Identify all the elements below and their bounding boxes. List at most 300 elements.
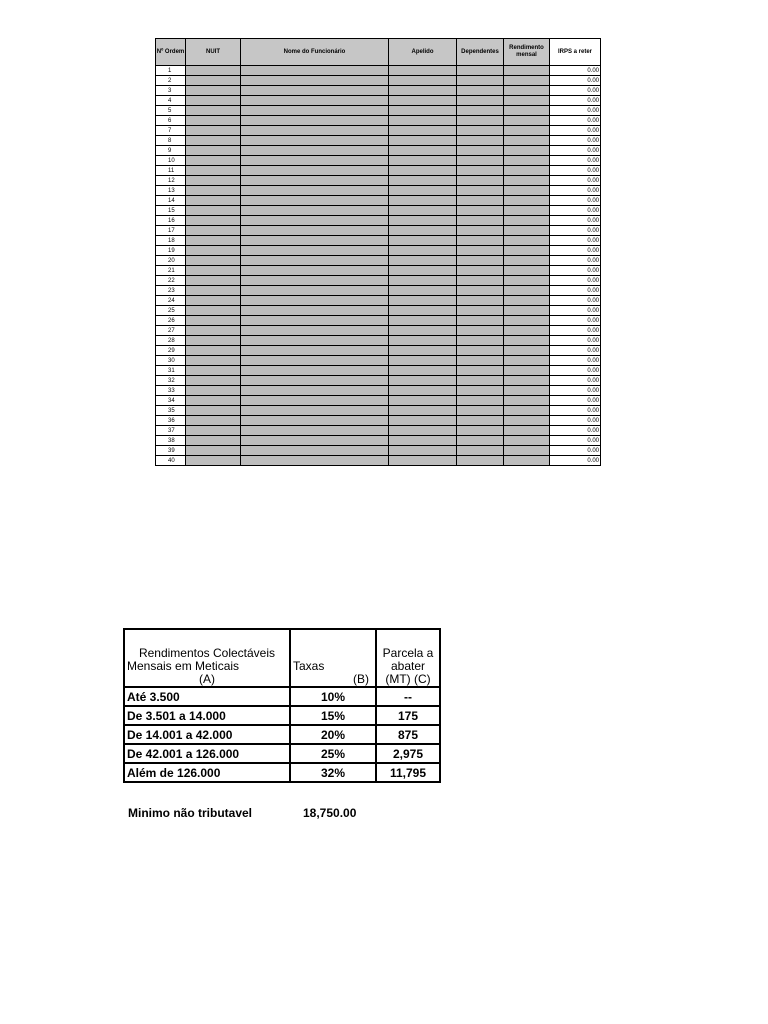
irps-cell: 0.00 [550, 256, 601, 266]
dependentes-cell[interactable] [457, 206, 504, 216]
dependentes-cell[interactable] [457, 396, 504, 406]
nuit-cell[interactable] [186, 176, 241, 186]
nome-cell[interactable] [241, 386, 389, 396]
employee-row [156, 316, 601, 326]
row-ordem: 24 [156, 296, 186, 306]
irps-cell: 0.00 [550, 316, 601, 326]
nome-cell[interactable] [241, 146, 389, 156]
irps-cell: 0.00 [550, 136, 601, 146]
dependentes-cell[interactable] [457, 326, 504, 336]
nuit-cell[interactable] [186, 376, 241, 386]
header-dependentes: Dependentes [457, 39, 504, 66]
apelido-cell[interactable] [389, 316, 457, 326]
dependentes-cell[interactable] [457, 216, 504, 226]
irps-cell: 0.00 [550, 376, 601, 386]
nome-cell[interactable] [241, 136, 389, 146]
nome-cell[interactable] [241, 196, 389, 206]
row-ordem: 12 [156, 176, 186, 186]
irps-cell: 0.00 [550, 346, 601, 356]
dependentes-cell[interactable] [457, 316, 504, 326]
apelido-cell[interactable] [389, 176, 457, 186]
nuit-cell[interactable] [186, 286, 241, 296]
nome-cell[interactable] [241, 316, 389, 326]
nome-cell[interactable] [241, 116, 389, 126]
employee-row [156, 236, 601, 246]
dependentes-cell[interactable] [457, 226, 504, 236]
dependentes-cell[interactable] [457, 306, 504, 316]
tax-row [124, 725, 440, 744]
header-parcela [376, 629, 440, 687]
rendimento-cell[interactable] [504, 416, 550, 426]
dependentes-cell[interactable] [457, 336, 504, 346]
dependentes-cell[interactable] [457, 116, 504, 126]
apelido-cell[interactable] [389, 76, 457, 86]
header-taxas-line1: Taxas [293, 659, 325, 673]
nuit-cell[interactable] [186, 426, 241, 436]
rendimento-cell[interactable] [504, 276, 550, 286]
nuit-cell[interactable] [186, 136, 241, 146]
apelido-cell[interactable] [389, 426, 457, 436]
employee-row [156, 406, 601, 416]
nuit-cell[interactable] [186, 186, 241, 196]
rendimento-cell[interactable] [504, 156, 550, 166]
nuit-cell[interactable] [186, 196, 241, 206]
employee-row [156, 386, 601, 396]
row-ordem: 1 [156, 66, 186, 76]
nuit-cell[interactable] [186, 146, 241, 156]
employee-row [156, 336, 601, 346]
employee-row [156, 376, 601, 386]
rendimento-cell[interactable] [504, 236, 550, 246]
tax-range: Além de 126.000 [124, 763, 290, 782]
nuit-cell[interactable] [186, 126, 241, 136]
dependentes-cell[interactable] [457, 126, 504, 136]
rendimento-cell[interactable] [504, 136, 550, 146]
apelido-cell[interactable] [389, 166, 457, 176]
employee-row [156, 326, 601, 336]
apelido-cell[interactable] [389, 396, 457, 406]
dependentes-cell[interactable] [457, 106, 504, 116]
irps-cell: 0.00 [550, 226, 601, 236]
employee-row [156, 96, 601, 106]
employee-row [156, 296, 601, 306]
employee-row [156, 66, 601, 76]
nome-cell[interactable] [241, 436, 389, 446]
header-apelido: Apelido [389, 39, 457, 66]
header-rendimentos [124, 629, 290, 687]
row-ordem: 40 [156, 456, 186, 466]
rendimento-cell[interactable] [504, 346, 550, 356]
tax-rate: 32% [290, 763, 376, 782]
nome-cell[interactable] [241, 256, 389, 266]
dependentes-cell[interactable] [457, 416, 504, 426]
nome-cell[interactable] [241, 236, 389, 246]
rendimento-cell[interactable] [504, 116, 550, 126]
tax-rate: 10% [290, 687, 376, 706]
header-ordem: Nº Ordem [156, 39, 186, 66]
dependentes-cell[interactable] [457, 96, 504, 106]
rendimento-cell[interactable] [504, 286, 550, 296]
apelido-cell[interactable] [389, 126, 457, 136]
irps-cell: 0.00 [550, 216, 601, 226]
irps-cell: 0.00 [550, 156, 601, 166]
dependentes-cell[interactable] [457, 376, 504, 386]
nome-cell[interactable] [241, 166, 389, 176]
nome-cell[interactable] [241, 346, 389, 356]
nome-cell[interactable] [241, 216, 389, 226]
nome-cell[interactable] [241, 206, 389, 216]
employee-row [156, 436, 601, 446]
nome-cell[interactable] [241, 426, 389, 436]
nuit-cell[interactable] [186, 216, 241, 226]
tax-row [124, 706, 440, 725]
employee-row [156, 356, 601, 366]
rendimento-cell[interactable] [504, 146, 550, 156]
row-ordem: 15 [156, 206, 186, 216]
dependentes-cell[interactable] [457, 406, 504, 416]
rendimento-cell[interactable] [504, 396, 550, 406]
row-ordem: 25 [156, 306, 186, 316]
dependentes-cell[interactable] [457, 276, 504, 286]
tax-range: Até 3.500 [124, 687, 290, 706]
employee-row [156, 366, 601, 376]
apelido-cell[interactable] [389, 326, 457, 336]
employee-row [156, 156, 601, 166]
rendimento-cell[interactable] [504, 376, 550, 386]
rendimento-cell[interactable] [504, 96, 550, 106]
rendimento-cell[interactable] [504, 76, 550, 86]
nome-cell[interactable] [241, 336, 389, 346]
nome-cell[interactable] [241, 96, 389, 106]
nuit-cell[interactable] [186, 386, 241, 396]
nome-cell[interactable] [241, 266, 389, 276]
nuit-cell[interactable] [186, 276, 241, 286]
nuit-cell[interactable] [186, 316, 241, 326]
tax-parcela: 175 [376, 706, 440, 725]
header-parcela-line2: abater [390, 659, 426, 673]
row-ordem: 8 [156, 136, 186, 146]
apelido-cell[interactable] [389, 96, 457, 106]
apelido-cell[interactable] [389, 406, 457, 416]
nome-cell[interactable] [241, 106, 389, 116]
dependentes-cell[interactable] [457, 176, 504, 186]
row-ordem: 29 [156, 346, 186, 356]
rendimento-cell[interactable] [504, 316, 550, 326]
header-parcela-line3: (MT) (C) [385, 672, 431, 686]
rendimento-cell[interactable] [504, 66, 550, 76]
irps-cell: 0.00 [550, 276, 601, 286]
dependentes-cell[interactable] [457, 286, 504, 296]
nome-cell[interactable] [241, 306, 389, 316]
dependentes-cell[interactable] [457, 86, 504, 96]
row-ordem: 39 [156, 446, 186, 456]
employee-row [156, 446, 601, 456]
irps-cell: 0.00 [550, 246, 601, 256]
employee-row [156, 226, 601, 236]
nome-cell[interactable] [241, 366, 389, 376]
nuit-cell[interactable] [186, 416, 241, 426]
dependentes-cell[interactable] [457, 296, 504, 306]
nuit-cell[interactable] [186, 66, 241, 76]
row-ordem: 31 [156, 366, 186, 376]
nuit-cell[interactable] [186, 336, 241, 346]
nuit-cell[interactable] [186, 446, 241, 456]
dependentes-cell[interactable] [457, 76, 504, 86]
dependentes-cell[interactable] [457, 146, 504, 156]
nome-cell[interactable] [241, 76, 389, 86]
employee-row [156, 176, 601, 186]
apelido-cell[interactable] [389, 246, 457, 256]
apelido-cell[interactable] [389, 356, 457, 366]
nuit-cell[interactable] [186, 346, 241, 356]
apelido-cell[interactable] [389, 136, 457, 146]
nome-cell[interactable] [241, 446, 389, 456]
nome-cell[interactable] [241, 226, 389, 236]
dependentes-cell[interactable] [457, 436, 504, 446]
tax-table-body [124, 687, 440, 782]
nuit-cell[interactable] [186, 206, 241, 216]
dependentes-cell[interactable] [457, 186, 504, 196]
rendimento-cell[interactable] [504, 186, 550, 196]
rendimento-cell[interactable] [504, 446, 550, 456]
rendimento-cell[interactable] [504, 456, 550, 466]
irps-cell: 0.00 [550, 306, 601, 316]
apelido-cell[interactable] [389, 206, 457, 216]
row-ordem: 22 [156, 276, 186, 286]
tax-range: De 42.001 a 126.000 [124, 744, 290, 763]
nuit-cell[interactable] [186, 256, 241, 266]
rendimento-cell[interactable] [504, 356, 550, 366]
nuit-cell[interactable] [186, 106, 241, 116]
dependentes-cell[interactable] [457, 356, 504, 366]
row-ordem: 2 [156, 76, 186, 86]
nuit-cell[interactable] [186, 366, 241, 376]
nome-cell[interactable] [241, 126, 389, 136]
nome-cell[interactable] [241, 326, 389, 336]
dependentes-cell[interactable] [457, 456, 504, 466]
apelido-cell[interactable] [389, 236, 457, 246]
employee-row [156, 216, 601, 226]
apelido-cell[interactable] [389, 386, 457, 396]
header-rendimentos-line1: Rendimentos Colectáveis [138, 646, 276, 660]
apelido-cell[interactable] [389, 276, 457, 286]
rendimento-cell[interactable] [504, 226, 550, 236]
nome-cell[interactable] [241, 406, 389, 416]
nuit-cell[interactable] [186, 296, 241, 306]
rendimento-cell[interactable] [504, 326, 550, 336]
minimo-label: Minimo não tributavel [128, 806, 253, 820]
dependentes-cell[interactable] [457, 66, 504, 76]
employee-row [156, 256, 601, 266]
header-taxas-line2: (B) [353, 672, 369, 686]
rendimento-cell[interactable] [504, 306, 550, 316]
apelido-cell[interactable] [389, 106, 457, 116]
irps-cell: 0.00 [550, 206, 601, 216]
rendimento-cell[interactable] [504, 426, 550, 436]
irps-cell: 0.00 [550, 76, 601, 86]
row-ordem: 18 [156, 236, 186, 246]
nome-cell[interactable] [241, 246, 389, 256]
apelido-cell[interactable] [389, 416, 457, 426]
nome-cell[interactable] [241, 86, 389, 96]
dependentes-cell[interactable] [457, 166, 504, 176]
row-ordem: 34 [156, 396, 186, 406]
row-ordem: 9 [156, 146, 186, 156]
irps-cell: 0.00 [550, 86, 601, 96]
irps-cell: 0.00 [550, 146, 601, 156]
row-ordem: 11 [156, 166, 186, 176]
rendimento-cell[interactable] [504, 86, 550, 96]
irps-cell: 0.00 [550, 396, 601, 406]
rendimento-cell[interactable] [504, 296, 550, 306]
apelido-cell[interactable] [389, 376, 457, 386]
tax-rate: 20% [290, 725, 376, 744]
apelido-cell[interactable] [389, 86, 457, 96]
tax-table-header [124, 629, 440, 687]
apelido-cell[interactable] [389, 306, 457, 316]
row-ordem: 36 [156, 416, 186, 426]
nome-cell[interactable] [241, 286, 389, 296]
apelido-cell[interactable] [389, 296, 457, 306]
rendimento-cell[interactable] [504, 266, 550, 276]
rendimento-cell[interactable] [504, 336, 550, 346]
dependentes-cell[interactable] [457, 236, 504, 246]
header-rendimento: Rendimento mensal [504, 39, 550, 66]
apelido-cell[interactable] [389, 456, 457, 466]
nome-cell[interactable] [241, 456, 389, 466]
apelido-cell[interactable] [389, 366, 457, 376]
nome-cell[interactable] [241, 396, 389, 406]
tax-row [124, 744, 440, 763]
rendimento-cell[interactable] [504, 256, 550, 266]
row-ordem: 35 [156, 406, 186, 416]
irps-cell: 0.00 [550, 356, 601, 366]
employee-row [156, 456, 601, 466]
rendimento-cell[interactable] [504, 196, 550, 206]
nuit-cell[interactable] [186, 406, 241, 416]
dependentes-cell[interactable] [457, 136, 504, 146]
apelido-cell[interactable] [389, 186, 457, 196]
rendimento-cell[interactable] [504, 246, 550, 256]
apelido-cell[interactable] [389, 216, 457, 226]
dependentes-cell[interactable] [457, 246, 504, 256]
tax-range: De 3.501 a 14.000 [124, 706, 290, 725]
nuit-cell[interactable] [186, 86, 241, 96]
employee-row [156, 246, 601, 256]
minimo-value: 18,750.00 [303, 806, 357, 820]
apelido-cell[interactable] [389, 286, 457, 296]
nuit-cell[interactable] [186, 156, 241, 166]
rendimento-cell[interactable] [504, 106, 550, 116]
nuit-cell[interactable] [186, 236, 241, 246]
irps-cell: 0.00 [550, 96, 601, 106]
nuit-cell[interactable] [186, 306, 241, 316]
dependentes-cell[interactable] [457, 156, 504, 166]
rendimento-cell[interactable] [504, 206, 550, 216]
dependentes-cell[interactable] [457, 266, 504, 276]
nome-cell[interactable] [241, 66, 389, 76]
dependentes-cell[interactable] [457, 386, 504, 396]
row-ordem: 20 [156, 256, 186, 266]
nuit-cell[interactable] [186, 266, 241, 276]
apelido-cell[interactable] [389, 256, 457, 266]
row-ordem: 28 [156, 336, 186, 346]
row-ordem: 26 [156, 316, 186, 326]
dependentes-cell[interactable] [457, 366, 504, 376]
nuit-cell[interactable] [186, 96, 241, 106]
nuit-cell[interactable] [186, 226, 241, 236]
rendimento-cell[interactable] [504, 406, 550, 416]
nome-cell[interactable] [241, 356, 389, 366]
apelido-cell[interactable] [389, 346, 457, 356]
tax-parcela: 875 [376, 725, 440, 744]
nome-cell[interactable] [241, 156, 389, 166]
nuit-cell[interactable] [186, 436, 241, 446]
apelido-cell[interactable] [389, 436, 457, 446]
apelido-cell[interactable] [389, 156, 457, 166]
nome-cell[interactable] [241, 296, 389, 306]
row-ordem: 5 [156, 106, 186, 116]
apelido-cell[interactable] [389, 146, 457, 156]
nome-cell[interactable] [241, 276, 389, 286]
nome-cell[interactable] [241, 176, 389, 186]
rendimento-cell[interactable] [504, 436, 550, 446]
row-ordem: 17 [156, 226, 186, 236]
row-ordem: 21 [156, 266, 186, 276]
employee-row [156, 276, 601, 286]
nome-cell[interactable] [241, 186, 389, 196]
nuit-cell[interactable] [186, 166, 241, 176]
apelido-cell[interactable] [389, 116, 457, 126]
dependentes-cell[interactable] [457, 196, 504, 206]
apelido-cell[interactable] [389, 266, 457, 276]
irps-cell: 0.00 [550, 416, 601, 426]
nuit-cell[interactable] [186, 116, 241, 126]
irps-cell: 0.00 [550, 406, 601, 416]
nuit-cell[interactable] [186, 356, 241, 366]
apelido-cell[interactable] [389, 446, 457, 456]
rendimento-cell[interactable] [504, 126, 550, 136]
rendimento-cell[interactable] [504, 176, 550, 186]
apelido-cell[interactable] [389, 66, 457, 76]
rendimento-cell[interactable] [504, 216, 550, 226]
nuit-cell[interactable] [186, 246, 241, 256]
dependentes-cell[interactable] [457, 426, 504, 436]
dependentes-cell[interactable] [457, 446, 504, 456]
rendimento-cell[interactable] [504, 166, 550, 176]
irps-cell: 0.00 [550, 456, 601, 466]
apelido-cell[interactable] [389, 196, 457, 206]
nuit-cell[interactable] [186, 456, 241, 466]
nuit-cell[interactable] [186, 396, 241, 406]
dependentes-cell[interactable] [457, 256, 504, 266]
dependentes-cell[interactable] [457, 346, 504, 356]
nuit-cell[interactable] [186, 326, 241, 336]
apelido-cell[interactable] [389, 336, 457, 346]
rendimento-cell[interactable] [504, 386, 550, 396]
irps-cell: 0.00 [550, 106, 601, 116]
row-ordem: 3 [156, 86, 186, 96]
nome-cell[interactable] [241, 376, 389, 386]
nuit-cell[interactable] [186, 76, 241, 86]
row-ordem: 38 [156, 436, 186, 446]
employee-row [156, 346, 601, 356]
header-parcela-line1: Parcela a [382, 646, 434, 660]
nome-cell[interactable] [241, 416, 389, 426]
employee-table-header [156, 39, 601, 66]
rendimento-cell[interactable] [504, 366, 550, 376]
apelido-cell[interactable] [389, 226, 457, 236]
